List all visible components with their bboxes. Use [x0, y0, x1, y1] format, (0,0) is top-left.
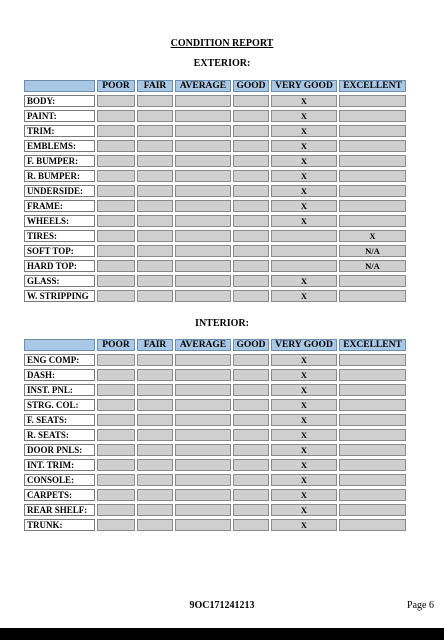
- column-header-poor: POOR: [97, 80, 135, 92]
- table-row: [24, 290, 406, 302]
- rating-cell-average: [175, 170, 231, 182]
- rating-cell-good: [233, 95, 269, 107]
- rating-cell-fair: [137, 110, 173, 122]
- row-label: TRUNK:: [24, 519, 95, 531]
- rating-cell-fair: [137, 384, 173, 396]
- rating-cell-average: [175, 215, 231, 227]
- rating-cell-very-good: X: [271, 369, 337, 381]
- rating-cell-very-good: X: [271, 185, 337, 197]
- rating-cell-poor: [97, 275, 135, 287]
- rating-cell-very-good: X: [271, 414, 337, 426]
- column-header-very-good: VERY GOOD: [271, 80, 337, 92]
- table-row: [24, 414, 406, 426]
- row-label: EMBLEMS:: [24, 140, 95, 152]
- rating-cell-fair: [137, 140, 173, 152]
- table-row: [24, 200, 406, 212]
- rating-cell-good: [233, 275, 269, 287]
- rating-cell-excellent: [339, 200, 406, 212]
- rating-cell-poor: [97, 140, 135, 152]
- table-row: [24, 474, 406, 486]
- rating-cell-very-good: X: [271, 140, 337, 152]
- row-label: INST. PNL:: [24, 384, 95, 396]
- table-row: [24, 125, 406, 137]
- rating-cell-average: [175, 504, 231, 516]
- rating-cell-excellent: [339, 354, 406, 366]
- rating-cell-average: [175, 95, 231, 107]
- rating-cell-average: [175, 489, 231, 501]
- rating-cell-fair: [137, 230, 173, 242]
- rating-cell-poor: [97, 95, 135, 107]
- rating-cell-average: [175, 519, 231, 531]
- table-row: [24, 170, 406, 182]
- table-row: [24, 444, 406, 456]
- rating-cell-fair: [137, 369, 173, 381]
- rating-cell-average: [175, 140, 231, 152]
- rating-cell-excellent: [339, 489, 406, 501]
- rating-cell-poor: [97, 459, 135, 471]
- rating-cell-poor: [97, 414, 135, 426]
- table-row: [24, 95, 406, 107]
- rating-cell-fair: [137, 200, 173, 212]
- rating-cell-fair: [137, 519, 173, 531]
- column-header-good: GOOD: [233, 80, 269, 92]
- rating-cell-average: [175, 275, 231, 287]
- table-row: [24, 185, 406, 197]
- rating-cell-good: [233, 245, 269, 257]
- rating-cell-fair: [137, 444, 173, 456]
- rating-cell-good: [233, 459, 269, 471]
- rating-cell-good: [233, 110, 269, 122]
- row-label: W. STRIPPING: [24, 290, 95, 302]
- rating-cell-fair: [137, 215, 173, 227]
- exterior-heading: EXTERIOR:: [193, 58, 251, 69]
- row-label: INT. TRIM:: [24, 459, 95, 471]
- rating-cell-excellent: [339, 215, 406, 227]
- table-row: [24, 519, 406, 531]
- rating-cell-good: [233, 519, 269, 531]
- row-label: TRIM:: [24, 125, 95, 137]
- rating-cell-poor: [97, 125, 135, 137]
- rating-cell-fair: [137, 155, 173, 167]
- rating-cell-fair: [137, 414, 173, 426]
- row-label: UNDERSIDE:: [24, 185, 95, 197]
- rating-cell-excellent: [339, 185, 406, 197]
- table-row: [24, 230, 406, 242]
- rating-cell-fair: [137, 399, 173, 411]
- rating-cell-good: [233, 429, 269, 441]
- rating-cell-average: [175, 125, 231, 137]
- interior-heading: INTERIOR:: [195, 318, 249, 329]
- rating-cell-fair: [137, 290, 173, 302]
- rating-cell-poor: [97, 354, 135, 366]
- rating-cell-good: [233, 444, 269, 456]
- rating-cell-good: [233, 474, 269, 486]
- rating-cell-average: [175, 399, 231, 411]
- rating-cell-excellent: N/A: [339, 245, 406, 257]
- rating-cell-poor: [97, 260, 135, 272]
- rating-cell-good: [233, 230, 269, 242]
- table-row: [24, 429, 406, 441]
- rating-cell-fair: [137, 429, 173, 441]
- rating-cell-average: [175, 369, 231, 381]
- table-row: [24, 110, 406, 122]
- column-header-average: AVERAGE: [175, 339, 231, 351]
- rating-cell-fair: [137, 125, 173, 137]
- rating-cell-fair: [137, 354, 173, 366]
- rating-cell-good: [233, 504, 269, 516]
- rating-cell-average: [175, 245, 231, 257]
- rating-cell-excellent: [339, 369, 406, 381]
- rating-cell-average: [175, 155, 231, 167]
- rating-cell-average: [175, 230, 231, 242]
- table-row: [24, 245, 406, 257]
- row-label: HARD TOP:: [24, 260, 95, 272]
- rating-cell-excellent: [339, 459, 406, 471]
- table-row: [24, 399, 406, 411]
- row-label: REAR SHELF:: [24, 504, 95, 516]
- rating-cell-average: [175, 200, 231, 212]
- rating-cell-good: [233, 185, 269, 197]
- rating-cell-poor: [97, 185, 135, 197]
- rating-cell-very-good: [271, 230, 337, 242]
- rating-cell-poor: [97, 155, 135, 167]
- rating-cell-very-good: [271, 245, 337, 257]
- row-label: FRAME:: [24, 200, 95, 212]
- rating-cell-very-good: X: [271, 384, 337, 396]
- rating-cell-poor: [97, 110, 135, 122]
- bottom-border-bar: [0, 628, 444, 640]
- interior-table: [22, 336, 408, 534]
- column-header-very-good: VERY GOOD: [271, 339, 337, 351]
- rating-cell-poor: [97, 489, 135, 501]
- rating-cell-poor: [97, 369, 135, 381]
- rating-cell-excellent: [339, 384, 406, 396]
- rating-cell-fair: [137, 170, 173, 182]
- row-label: CARPETS:: [24, 489, 95, 501]
- rating-cell-poor: [97, 504, 135, 516]
- rating-cell-very-good: X: [271, 290, 337, 302]
- rating-cell-excellent: [339, 125, 406, 137]
- row-label: R. SEATS:: [24, 429, 95, 441]
- rating-cell-average: [175, 110, 231, 122]
- rating-cell-poor: [97, 245, 135, 257]
- column-header-good: GOOD: [233, 339, 269, 351]
- rating-cell-good: [233, 260, 269, 272]
- rating-cell-poor: [97, 444, 135, 456]
- rating-cell-very-good: X: [271, 95, 337, 107]
- rating-cell-fair: [137, 504, 173, 516]
- rating-cell-good: [233, 155, 269, 167]
- rating-cell-very-good: X: [271, 215, 337, 227]
- rating-cell-fair: [137, 459, 173, 471]
- row-label: ENG COMP:: [24, 354, 95, 366]
- rating-cell-good: [233, 170, 269, 182]
- rating-cell-poor: [97, 290, 135, 302]
- page-number: Page 6: [407, 600, 434, 611]
- rating-cell-fair: [137, 260, 173, 272]
- rating-cell-very-good: X: [271, 399, 337, 411]
- column-header-fair: FAIR: [137, 80, 173, 92]
- header-corner-cell: [24, 80, 95, 92]
- rating-cell-excellent: [339, 444, 406, 456]
- rating-cell-excellent: [339, 290, 406, 302]
- rating-cell-very-good: X: [271, 170, 337, 182]
- rating-cell-very-good: X: [271, 155, 337, 167]
- rating-cell-excellent: [339, 170, 406, 182]
- rating-cell-average: [175, 290, 231, 302]
- rating-cell-average: [175, 444, 231, 456]
- rating-cell-excellent: [339, 429, 406, 441]
- rating-cell-good: [233, 399, 269, 411]
- column-header-average: AVERAGE: [175, 80, 231, 92]
- rating-cell-excellent: [339, 519, 406, 531]
- rating-cell-very-good: X: [271, 489, 337, 501]
- row-label: F. BUMPER:: [24, 155, 95, 167]
- row-label: WHEELS:: [24, 215, 95, 227]
- header-corner-cell: [24, 339, 95, 351]
- rating-cell-average: [175, 185, 231, 197]
- row-label: DOOR PNLS:: [24, 444, 95, 456]
- rating-cell-good: [233, 200, 269, 212]
- rating-cell-average: [175, 474, 231, 486]
- rating-cell-poor: [97, 429, 135, 441]
- row-label: TIRES:: [24, 230, 95, 242]
- row-label: PAINT:: [24, 110, 95, 122]
- rating-cell-fair: [137, 95, 173, 107]
- table-row: [24, 369, 406, 381]
- column-header-excellent: EXCELLENT: [339, 80, 406, 92]
- rating-cell-good: [233, 384, 269, 396]
- rating-cell-average: [175, 459, 231, 471]
- row-label: SOFT TOP:: [24, 245, 95, 257]
- rating-cell-fair: [137, 185, 173, 197]
- rating-cell-poor: [97, 384, 135, 396]
- rating-cell-good: [233, 215, 269, 227]
- rating-cell-poor: [97, 200, 135, 212]
- table-row: [24, 504, 406, 516]
- rating-cell-excellent: X: [339, 230, 406, 242]
- rating-cell-poor: [97, 170, 135, 182]
- rating-cell-average: [175, 260, 231, 272]
- rating-cell-fair: [137, 245, 173, 257]
- rating-cell-excellent: [339, 95, 406, 107]
- rating-cell-very-good: X: [271, 275, 337, 287]
- rating-cell-good: [233, 140, 269, 152]
- table-row: [24, 459, 406, 471]
- row-label: BODY:: [24, 95, 95, 107]
- rating-cell-very-good: X: [271, 354, 337, 366]
- row-label: GLASS:: [24, 275, 95, 287]
- table-row: [24, 155, 406, 167]
- rating-cell-excellent: [339, 504, 406, 516]
- rating-cell-excellent: [339, 399, 406, 411]
- table-row: [24, 354, 406, 366]
- rating-cell-average: [175, 384, 231, 396]
- rating-cell-excellent: [339, 474, 406, 486]
- rating-cell-excellent: [339, 140, 406, 152]
- rating-cell-excellent: N/A: [339, 260, 406, 272]
- rating-cell-very-good: X: [271, 110, 337, 122]
- column-header-excellent: EXCELLENT: [339, 339, 406, 351]
- rating-cell-poor: [97, 399, 135, 411]
- rating-cell-good: [233, 354, 269, 366]
- rating-cell-excellent: [339, 155, 406, 167]
- rating-cell-very-good: X: [271, 200, 337, 212]
- rating-cell-average: [175, 414, 231, 426]
- report-title: CONDITION REPORT: [170, 38, 274, 49]
- row-label: STRG. COL:: [24, 399, 95, 411]
- table-row: [24, 489, 406, 501]
- rating-cell-average: [175, 354, 231, 366]
- column-header-poor: POOR: [97, 339, 135, 351]
- rating-cell-average: [175, 429, 231, 441]
- rating-cell-very-good: X: [271, 474, 337, 486]
- table-row: [24, 275, 406, 287]
- rating-cell-good: [233, 369, 269, 381]
- row-label: F. SEATS:: [24, 414, 95, 426]
- table-row: [24, 384, 406, 396]
- rating-cell-good: [233, 290, 269, 302]
- exterior-table: [22, 77, 408, 305]
- rating-cell-poor: [97, 519, 135, 531]
- table-row: [24, 260, 406, 272]
- rating-cell-very-good: X: [271, 429, 337, 441]
- column-header-fair: FAIR: [137, 339, 173, 351]
- rating-cell-fair: [137, 474, 173, 486]
- rating-cell-very-good: [271, 260, 337, 272]
- row-label: DASH:: [24, 369, 95, 381]
- rating-cell-very-good: X: [271, 125, 337, 137]
- rating-cell-excellent: [339, 414, 406, 426]
- rating-cell-fair: [137, 275, 173, 287]
- rating-cell-good: [233, 489, 269, 501]
- rating-cell-excellent: [339, 110, 406, 122]
- rating-cell-poor: [97, 215, 135, 227]
- rating-cell-fair: [137, 489, 173, 501]
- row-label: CONSOLE:: [24, 474, 95, 486]
- rating-cell-excellent: [339, 275, 406, 287]
- rating-cell-good: [233, 125, 269, 137]
- document-id: 9OC171241213: [189, 600, 255, 611]
- table-header-row: [24, 339, 406, 351]
- rating-cell-very-good: X: [271, 444, 337, 456]
- rating-cell-poor: [97, 230, 135, 242]
- rating-cell-good: [233, 414, 269, 426]
- rating-cell-poor: [97, 474, 135, 486]
- table-row: [24, 215, 406, 227]
- table-row: [24, 140, 406, 152]
- rating-cell-very-good: X: [271, 504, 337, 516]
- rating-cell-very-good: X: [271, 519, 337, 531]
- table-header-row: [24, 80, 406, 92]
- row-label: R. BUMPER:: [24, 170, 95, 182]
- rating-cell-very-good: X: [271, 459, 337, 471]
